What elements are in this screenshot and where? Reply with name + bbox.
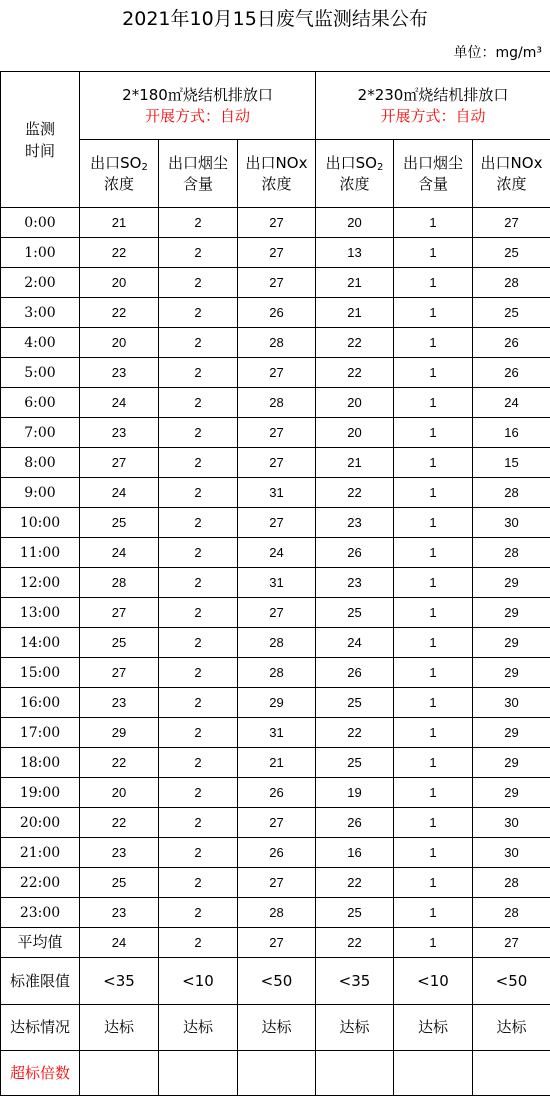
- table-row-label: 15:00: [1, 658, 80, 688]
- value-cell: 27: [473, 208, 550, 238]
- table-row-label: 19:00: [1, 778, 80, 808]
- value-cell: 27: [238, 868, 316, 898]
- value-cell: 20: [80, 778, 159, 808]
- table-row: [1, 448, 550, 478]
- table-row-label: 6:00: [1, 388, 80, 418]
- pollutant-measure: 含量: [394, 174, 472, 195]
- value-cell: 31: [238, 718, 316, 748]
- monitoring-table: [0, 71, 550, 1096]
- value-cell: 28: [473, 868, 550, 898]
- value-cell: 1: [394, 778, 473, 808]
- pollutant-header: [394, 140, 473, 208]
- value-cell: 1: [394, 898, 473, 928]
- table-row-label: 9:00: [1, 478, 80, 508]
- value-cell: 27: [238, 238, 316, 268]
- table-row-label: 23:00: [1, 898, 80, 928]
- table-row-label: 17:00: [1, 718, 80, 748]
- value-cell: 28: [238, 328, 316, 358]
- table-row: [1, 358, 550, 388]
- pollutant-name: [394, 153, 472, 174]
- pollutant-subscript: 2: [141, 162, 147, 173]
- value-cell: <50: [238, 958, 316, 1005]
- average-row-label: 平均值: [1, 928, 80, 958]
- value-cell: 1: [394, 868, 473, 898]
- table-row: [1, 898, 550, 928]
- pollutant-name: [159, 153, 237, 174]
- value-cell: 2: [159, 208, 238, 238]
- value-cell: 16: [316, 838, 394, 868]
- value-cell: 2: [159, 538, 238, 568]
- value-cell: 2: [159, 568, 238, 598]
- value-cell: 29: [80, 718, 159, 748]
- value-cell: 27: [238, 208, 316, 238]
- table-row: [1, 508, 550, 538]
- value-cell: 1: [394, 928, 473, 958]
- value-cell: 28: [238, 388, 316, 418]
- value-cell: 2: [159, 478, 238, 508]
- table-row-label: 13:00: [1, 598, 80, 628]
- outlet1-mode: 开展方式：自动: [80, 106, 315, 127]
- value-cell: 27: [238, 808, 316, 838]
- value-cell: 达标: [394, 1005, 473, 1051]
- value-cell: [394, 1051, 473, 1096]
- table-row-label: 4:00: [1, 328, 80, 358]
- pollutant-measure: 含量: [159, 174, 237, 195]
- value-cell: 29: [473, 658, 550, 688]
- value-cell: 22: [80, 298, 159, 328]
- value-cell: 1: [394, 658, 473, 688]
- value-cell: 21: [316, 448, 394, 478]
- pollutant-name: [238, 153, 315, 174]
- value-cell: 30: [473, 688, 550, 718]
- value-cell: 20: [80, 268, 159, 298]
- value-cell: 23: [80, 418, 159, 448]
- value-cell: 15: [473, 448, 550, 478]
- value-cell: 22: [80, 238, 159, 268]
- value-cell: 2: [159, 628, 238, 658]
- value-cell: 1: [394, 268, 473, 298]
- table-row-label: 20:00: [1, 808, 80, 838]
- value-cell: 22: [316, 328, 394, 358]
- value-cell: <10: [394, 958, 473, 1005]
- value-cell: 2: [159, 688, 238, 718]
- value-cell: 22: [80, 808, 159, 838]
- value-cell: 28: [238, 658, 316, 688]
- value-cell: 1: [394, 598, 473, 628]
- pollutant-name-text: 出口NOx: [246, 154, 308, 172]
- pollutant-header: [316, 140, 394, 208]
- table-row: [1, 298, 550, 328]
- value-cell: 27: [238, 508, 316, 538]
- value-cell: 28: [473, 478, 550, 508]
- value-cell: 2: [159, 658, 238, 688]
- value-cell: 2: [159, 358, 238, 388]
- table-row-label: 18:00: [1, 748, 80, 778]
- value-cell: 25: [80, 628, 159, 658]
- pollutant-measure: 浓度: [80, 174, 158, 195]
- value-cell: <50: [473, 958, 550, 1005]
- value-cell: 23: [316, 568, 394, 598]
- value-cell: 21: [316, 298, 394, 328]
- value-cell: 27: [238, 358, 316, 388]
- outlet1-name: 2*180㎡烧结机排放口: [80, 85, 315, 106]
- value-cell: 22: [316, 358, 394, 388]
- value-cell: 31: [238, 478, 316, 508]
- pollutant-measure: 浓度: [238, 174, 315, 195]
- average-row: [1, 928, 550, 958]
- pollutant-header: [238, 140, 316, 208]
- value-cell: 1: [394, 238, 473, 268]
- value-cell: 2: [159, 838, 238, 868]
- table-row: [1, 868, 550, 898]
- compliance-row-label: 达标情况: [1, 1005, 80, 1051]
- value-cell: 27: [238, 418, 316, 448]
- table-row: [1, 598, 550, 628]
- table-row: [1, 718, 550, 748]
- value-cell: 26: [238, 298, 316, 328]
- value-cell: 1: [394, 358, 473, 388]
- value-cell: 1: [394, 538, 473, 568]
- pollutant-subscript: 2: [377, 162, 383, 173]
- table-row-label: 7:00: [1, 418, 80, 448]
- value-cell: [238, 1051, 316, 1096]
- value-cell: 25: [316, 748, 394, 778]
- value-cell: 27: [80, 658, 159, 688]
- value-cell: 2: [159, 238, 238, 268]
- value-cell: 24: [80, 928, 159, 958]
- table-row-label: 8:00: [1, 448, 80, 478]
- value-cell: 1: [394, 808, 473, 838]
- table-row-label: 10:00: [1, 508, 80, 538]
- table-row: [1, 658, 550, 688]
- value-cell: 2: [159, 598, 238, 628]
- value-cell: 28: [238, 628, 316, 658]
- table-row: [1, 208, 550, 238]
- value-cell: 1: [394, 388, 473, 418]
- pollutant-name: [80, 153, 158, 174]
- pollutant-name-text: 出口烟尘: [168, 154, 228, 172]
- value-cell: 28: [473, 268, 550, 298]
- table-row: [1, 478, 550, 508]
- value-cell: 20: [80, 328, 159, 358]
- value-cell: [473, 1051, 550, 1096]
- value-cell: 26: [473, 328, 550, 358]
- value-cell: 2: [159, 328, 238, 358]
- value-cell: 2: [159, 718, 238, 748]
- value-cell: 29: [473, 718, 550, 748]
- value-cell: 达标: [473, 1005, 550, 1051]
- header-row-pollutants: [1, 140, 550, 208]
- value-cell: 27: [238, 598, 316, 628]
- value-cell: 22: [316, 928, 394, 958]
- value-cell: 22: [316, 718, 394, 748]
- value-cell: 1: [394, 448, 473, 478]
- value-cell: 23: [80, 688, 159, 718]
- limit-row-label: 标准限值: [1, 958, 80, 1005]
- table-row-label: 0:00: [1, 208, 80, 238]
- pollutant-name-text: 出口SO: [90, 154, 141, 172]
- exceed-row-label: 超标倍数: [1, 1051, 80, 1096]
- value-cell: 1: [394, 508, 473, 538]
- exceed-row: [1, 1051, 550, 1096]
- value-cell: 达标: [238, 1005, 316, 1051]
- value-cell: 27: [80, 598, 159, 628]
- value-cell: 25: [80, 868, 159, 898]
- value-cell: 1: [394, 838, 473, 868]
- value-cell: 26: [473, 358, 550, 388]
- value-cell: 1: [394, 748, 473, 778]
- table-row-label: 12:00: [1, 568, 80, 598]
- value-cell: 26: [316, 808, 394, 838]
- table-row: [1, 688, 550, 718]
- value-cell: 20: [316, 208, 394, 238]
- pollutant-header: [473, 140, 550, 208]
- value-cell: 23: [80, 838, 159, 868]
- header-row-outlets: [1, 72, 550, 140]
- value-cell: 达标: [159, 1005, 238, 1051]
- value-cell: 2: [159, 928, 238, 958]
- table-row-label: 2:00: [1, 268, 80, 298]
- value-cell: 2: [159, 898, 238, 928]
- pollutant-name: [473, 153, 550, 174]
- value-cell: 1: [394, 568, 473, 598]
- table-row-label: 21:00: [1, 838, 80, 868]
- value-cell: 28: [473, 538, 550, 568]
- value-cell: <10: [159, 958, 238, 1005]
- value-cell: 22: [80, 748, 159, 778]
- value-cell: 23: [316, 508, 394, 538]
- table-row-label: 22:00: [1, 868, 80, 898]
- value-cell: 2: [159, 298, 238, 328]
- value-cell: 2: [159, 268, 238, 298]
- table-row-label: 14:00: [1, 628, 80, 658]
- value-cell: 2: [159, 508, 238, 538]
- outlet2-header: [316, 72, 550, 140]
- table-row: [1, 628, 550, 658]
- outlet2-name: 2*230㎡烧结机排放口: [316, 85, 550, 106]
- value-cell: 30: [473, 508, 550, 538]
- value-cell: 27: [80, 448, 159, 478]
- table-row-label: 5:00: [1, 358, 80, 388]
- value-cell: 22: [316, 868, 394, 898]
- page-title: 2021年10月15日废气监测结果公布: [0, 6, 550, 32]
- value-cell: 1: [394, 688, 473, 718]
- unit-label: 单位：mg/m³: [454, 44, 543, 62]
- value-cell: 25: [316, 688, 394, 718]
- pollutant-measure: 浓度: [316, 174, 393, 195]
- value-cell: 24: [238, 538, 316, 568]
- value-cell: 27: [473, 928, 550, 958]
- value-cell: 28: [238, 898, 316, 928]
- value-cell: 30: [473, 838, 550, 868]
- value-cell: 2: [159, 448, 238, 478]
- table-row: [1, 388, 550, 418]
- value-cell: 29: [473, 628, 550, 658]
- limit-row: [1, 958, 550, 1005]
- value-cell: 24: [473, 388, 550, 418]
- table-row: [1, 538, 550, 568]
- value-cell: [80, 1051, 159, 1096]
- value-cell: 28: [80, 568, 159, 598]
- pollutant-name-text: 出口烟尘: [403, 154, 463, 172]
- table-row: [1, 328, 550, 358]
- value-cell: 1: [394, 718, 473, 748]
- value-cell: <35: [316, 958, 394, 1005]
- value-cell: 21: [80, 208, 159, 238]
- value-cell: 24: [80, 388, 159, 418]
- table-row-label: 11:00: [1, 538, 80, 568]
- value-cell: 1: [394, 208, 473, 238]
- pollutant-header: [159, 140, 238, 208]
- value-cell: [316, 1051, 394, 1096]
- value-cell: 24: [80, 478, 159, 508]
- pollutant-name-text: 出口NOx: [481, 154, 543, 172]
- pollutant-measure: 浓度: [473, 174, 550, 195]
- value-cell: 2: [159, 868, 238, 898]
- table-row-label: 16:00: [1, 688, 80, 718]
- value-cell: 26: [316, 538, 394, 568]
- value-cell: [159, 1051, 238, 1096]
- value-cell: 21: [238, 748, 316, 778]
- table-row: [1, 838, 550, 868]
- outlet2-mode: 开展方式：自动: [316, 106, 550, 127]
- value-cell: 25: [473, 238, 550, 268]
- value-cell: 1: [394, 628, 473, 658]
- value-cell: 19: [316, 778, 394, 808]
- value-cell: 29: [238, 688, 316, 718]
- value-cell: 24: [316, 628, 394, 658]
- value-cell: 29: [473, 778, 550, 808]
- value-cell: 26: [316, 658, 394, 688]
- value-cell: 2: [159, 748, 238, 778]
- table-row: [1, 568, 550, 598]
- table-row: [1, 808, 550, 838]
- value-cell: 24: [80, 538, 159, 568]
- table-row: [1, 268, 550, 298]
- compliance-row: [1, 1005, 550, 1051]
- value-cell: 13: [316, 238, 394, 268]
- value-cell: 2: [159, 418, 238, 448]
- table-row-label: 1:00: [1, 238, 80, 268]
- value-cell: 1: [394, 298, 473, 328]
- value-cell: 2: [159, 388, 238, 418]
- value-cell: 1: [394, 328, 473, 358]
- outlet1-header: [80, 72, 316, 140]
- value-cell: 22: [316, 478, 394, 508]
- table-row: [1, 778, 550, 808]
- value-cell: 25: [316, 598, 394, 628]
- value-cell: 31: [238, 568, 316, 598]
- value-cell: 达标: [80, 1005, 159, 1051]
- table-row: [1, 748, 550, 778]
- value-cell: 29: [473, 748, 550, 778]
- value-cell: 26: [238, 778, 316, 808]
- value-cell: 21: [316, 268, 394, 298]
- table-row-label: 3:00: [1, 298, 80, 328]
- value-cell: 1: [394, 418, 473, 448]
- value-cell: 20: [316, 418, 394, 448]
- value-cell: 20: [316, 388, 394, 418]
- value-cell: 1: [394, 478, 473, 508]
- value-cell: 27: [238, 928, 316, 958]
- value-cell: 27: [238, 448, 316, 478]
- value-cell: 16: [473, 418, 550, 448]
- value-cell: 23: [80, 898, 159, 928]
- pollutant-name: [316, 153, 393, 174]
- value-cell: <35: [80, 958, 159, 1005]
- value-cell: 达标: [316, 1005, 394, 1051]
- value-cell: 29: [473, 568, 550, 598]
- value-cell: 29: [473, 598, 550, 628]
- time-column-label: 监测时间: [23, 118, 57, 162]
- time-column-header: [1, 72, 80, 208]
- pollutant-name-text: 出口SO: [326, 154, 377, 172]
- table-row: [1, 238, 550, 268]
- value-cell: 25: [473, 298, 550, 328]
- table-row: [1, 418, 550, 448]
- value-cell: 2: [159, 808, 238, 838]
- value-cell: 25: [80, 508, 159, 538]
- value-cell: 26: [238, 838, 316, 868]
- value-cell: 25: [316, 898, 394, 928]
- pollutant-header: [80, 140, 159, 208]
- value-cell: 27: [238, 268, 316, 298]
- value-cell: 23: [80, 358, 159, 388]
- value-cell: 30: [473, 808, 550, 838]
- value-cell: 2: [159, 778, 238, 808]
- value-cell: 28: [473, 898, 550, 928]
